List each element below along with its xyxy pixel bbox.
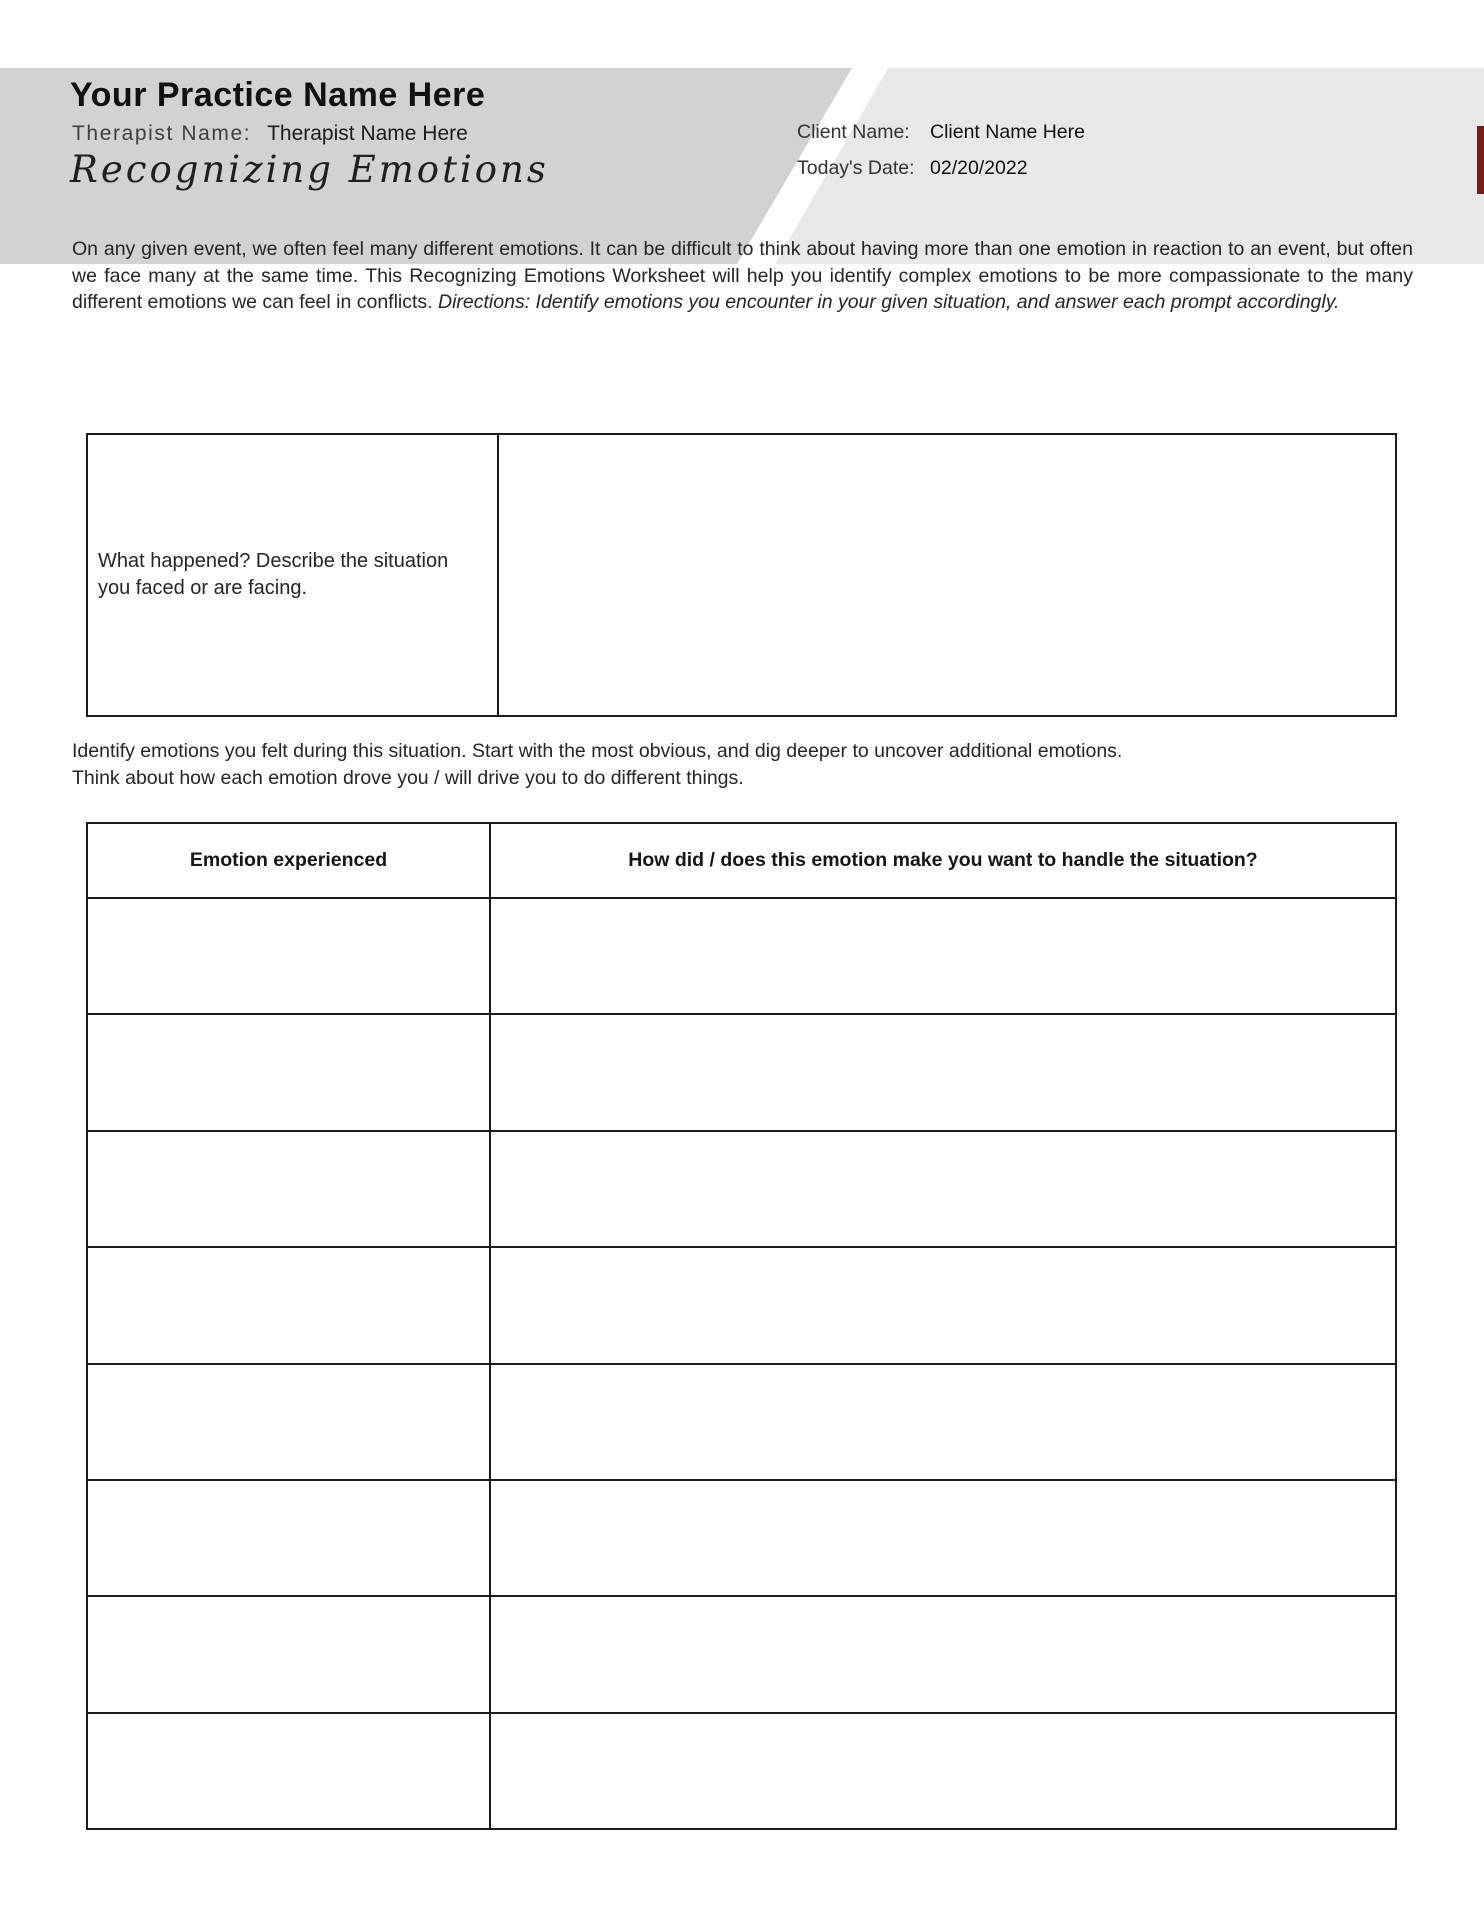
emotions-table [86, 822, 1397, 1830]
situation-table [86, 433, 1397, 717]
handling-cell-row-8[interactable] [491, 1712, 1395, 1828]
therapist-name-label: Therapist Name: [72, 122, 252, 145]
intro-text-directions: Directions: Identify emotions you encounter in your given situation, and answer each prompt accordingly. [438, 291, 1340, 313]
todays-date-value: 02/20/2022 [930, 157, 1028, 179]
therapist-line [72, 122, 468, 146]
emotion-cell-row-5[interactable] [88, 1363, 491, 1479]
situation-response-cell[interactable] [499, 435, 1395, 715]
handling-cell-row-4[interactable] [491, 1246, 1395, 1362]
situation-prompt-text: What happened? Describe the situation you faced or are facing. [98, 550, 449, 599]
todays-date-label: Today's Date: [797, 157, 915, 179]
handling-column-header: How did / does this emotion make you want to handle the situation? [628, 849, 1258, 871]
emotion-cell-row-4[interactable] [88, 1246, 491, 1362]
handling-cell-row-7[interactable] [491, 1595, 1395, 1711]
emotion-cell-row-7[interactable] [88, 1595, 491, 1711]
handling-cell-row-1[interactable] [491, 897, 1395, 1013]
practice-name: Your Practice Name Here [70, 76, 486, 114]
emotions-intro-line1: Identify emotions you felt during this situation. Start with the most obvious, and dig deeper to uncover additional emotions. [72, 740, 1123, 762]
emotion-column-header: Emotion experienced [88, 824, 491, 897]
handling-cell-row-3[interactable] [491, 1130, 1395, 1246]
emotion-cell-row-3[interactable] [88, 1130, 491, 1246]
client-info-block [797, 121, 1085, 180]
worksheet-title: Recognizing Emotions [70, 148, 549, 191]
emotion-cell-row-8[interactable] [88, 1712, 491, 1828]
handling-cell-row-6[interactable] [491, 1479, 1395, 1595]
handling-cell-row-5[interactable] [491, 1363, 1395, 1479]
emotions-intro-line2: Think about how each emotion drove you / will drive you to do different things. [72, 767, 744, 789]
therapist-name-value: Therapist Name Here [267, 122, 468, 145]
intro-paragraph [72, 236, 1413, 316]
emotion-cell-row-6[interactable] [88, 1479, 491, 1595]
client-name-label: Client Name: [797, 121, 910, 143]
emotion-cell-row-2[interactable] [88, 1013, 491, 1129]
handling-cell-row-2[interactable] [491, 1013, 1395, 1129]
situation-prompt-cell [88, 435, 499, 715]
emotion-cell-row-1[interactable] [88, 897, 491, 1013]
client-name-value: Client Name Here [930, 121, 1085, 143]
page-edge-stripe [1477, 126, 1484, 194]
intro-text-regular: On any given event, we often feel many different emotions. It can be difficult to think about having more than one emotion in reaction to an event, but often we face many at the same time. This Recognizing Emotions Worksheet will help you identify complex emotions to be more compassionate to the many different emotions we can feel in conflicts. [72, 238, 1413, 313]
emotions-intro-paragraph [72, 738, 1413, 792]
